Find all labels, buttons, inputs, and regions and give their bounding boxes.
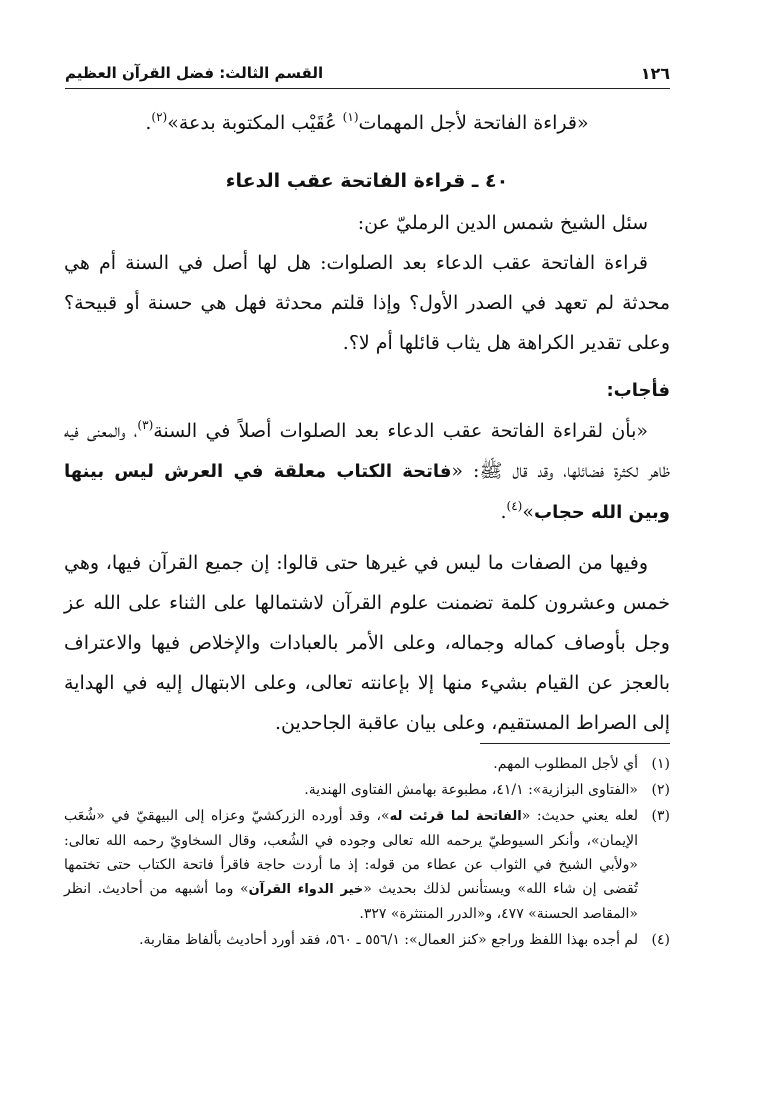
section-title: ٤٠ ـ قراءة الفاتحة عقب الدعاء xyxy=(225,170,509,192)
footnotes xyxy=(64,752,670,954)
footnote-ref-2: (٢) xyxy=(151,110,168,124)
footnote-separator xyxy=(480,743,670,744)
question-intro: سئل الشيخ شمس الدين الرمليّ عن: xyxy=(357,212,648,234)
running-title: القسم الثالث: فضل القرآن العظيم xyxy=(65,64,324,82)
footnote-ref-1: (١) xyxy=(342,110,359,124)
explanation-paragraph: وفيها من الصفات ما ليس في غيرها حتى قالوا: إن جميع القرآن فيها، وهي خمس وعشرون كلمة تضمنت علوم القرآن لاشتمالها على الثناء على الله عز وجل بأوصاف كماله وجماله، وعلى الأمر بالعبادات والإخلاص فيها والاعتراف بالعجز عن القيام بشيء منها إلا بإعانته تعالى، وعلى الابتهال إليه في الهداية إلى الصراط المستقيم، وعلى بيان عاقبة الجاحدين. xyxy=(64,552,670,734)
footnote-2: (٢) «الفتاوى البزازية»: ٤١/١، مطبوعة بهامش الفتاوى الهندية. xyxy=(304,782,670,798)
page-number: ١٢٦ xyxy=(640,63,670,83)
opening-line: «قراءة الفاتحة لأجل المهمات$^{(١)}$ عُقَيْب المكتوبة بدعة»$^{(٢)}$. xyxy=(145,110,589,134)
footnote-4: (٤) لم أجده بهذا اللفظ وراجع «كنز العمال»: ٥٥٦/١ ـ ٥٦٠، فقد أورد أحاديث بألفاظ مقاربة. xyxy=(139,932,670,948)
footnote-3: (٣) لعله يعني حديث: «الفاتحة لما قرئت له»، وقد أورده الزركشيّ وعزاه إلى البيهقيّ في «شُعَب الإيمان»، وأنكر السيوطيّ يرحمه الله تعالى وجوده في الشُعب، وقال السخاويّ رحمه الله تعالى: «ولأبي الشيخ في الثواب عن عطاء من قوله: إذ ما أردت حاجة فاقرأ فاتحة الكتاب حتى تختمها تُقضى إن شاء الله» ويستأنس لذلك بحديث «خير الدواء القرآن» وما أشبهه من أحاديث. انظر «المقاصد الحسنة» ٤٧٧، و«الدرر المنتثرة» ٣٢٧. xyxy=(64,808,670,922)
page-header xyxy=(65,58,670,89)
hadith-text: فاتحة الكتاب معلقة في العرش ليس بينها وبين الله حجاب xyxy=(64,461,670,523)
answer-text: «بأن لقراءة الفاتحة عقب الدعاء بعد الصلوات أصلاً في السنة$^{(٣)}$، والمعنى فيه ظاهر لكثرة فضائلها، وقد قال ﷺ: «فاتحة الكتاب معلقة في العرش ليس بينها وبين الله حجاب»$^{(٤)}$. xyxy=(64,418,670,523)
footnote-ref-3: (٣) xyxy=(137,418,154,432)
footnote-ref-4: (٤) xyxy=(506,499,523,513)
answer-label: فأجاب: xyxy=(606,380,670,401)
footnote-1: (١) أي لأجل المطلوب المهم. xyxy=(493,756,670,772)
main-text xyxy=(64,103,670,743)
question-text: قراءة الفاتحة عقب الدعاء بعد الصلوات: هل لها أصل في السنة أم هي محدثة لم تعهد في الصدر الأول؟ وإذا قلتم محدثة فهل هي حسنة أو قبيحة؟ وعلى تقدير الكراهة هل يثاب قائلها أم لا؟. xyxy=(64,252,670,354)
